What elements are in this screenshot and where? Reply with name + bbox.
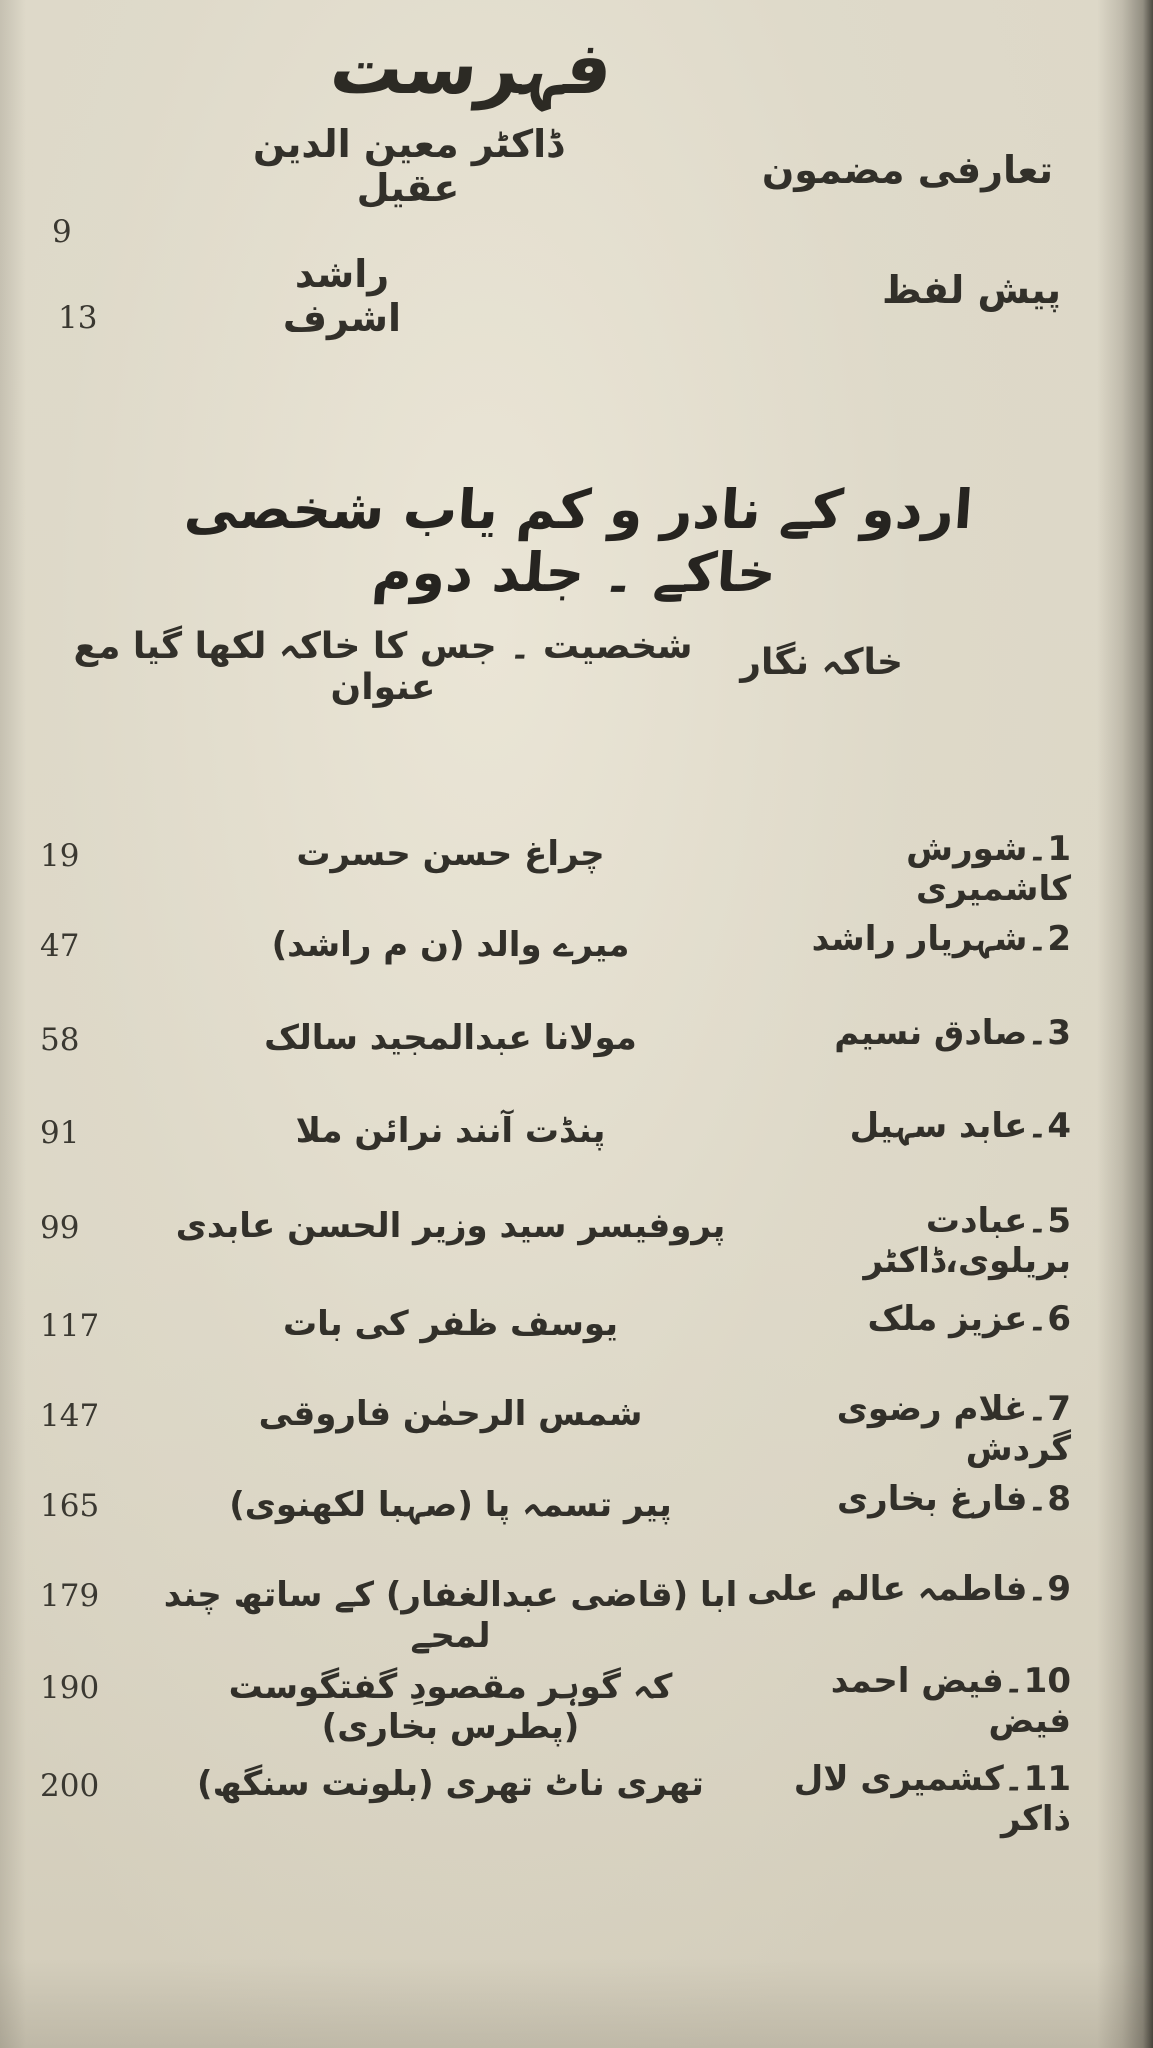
entry-author: 2۔شہریار راشد <box>811 919 1071 959</box>
column-header-writer: خاکہ نگار <box>740 642 903 683</box>
toc-entry <box>0 1660 1153 1747</box>
entry-author: 1۔شورش کاشمیری <box>906 829 1071 909</box>
toc-entry <box>0 828 1153 909</box>
toc-entry <box>0 1298 1153 1344</box>
front-matter-label: تعارفی مضمون <box>761 148 1053 192</box>
page-number: 99 <box>40 1210 80 1246</box>
toc-entry <box>0 918 1153 965</box>
toc-entry <box>0 1105 1153 1151</box>
toc-entry <box>0 1568 1153 1656</box>
entry-author: 7۔غلام رضوی گردش <box>836 1389 1071 1469</box>
front-matter-author: ڈاکٹر معین الدین عقیل <box>252 122 564 210</box>
entry-subject: چراغ حسن حسرت <box>296 834 605 874</box>
page-number: 179 <box>40 1578 100 1614</box>
entry-subject: میرے والد (ن م راشد) <box>271 925 630 965</box>
section-heading: اردو کے نادر و کم یاب شخصی خاکے ۔ جلد دوم <box>182 478 975 604</box>
entry-subject: مولانا عبدالمجید سالک <box>264 1018 637 1058</box>
entry-subject: شمس الرحمٰن فاروقی <box>258 1394 643 1434</box>
page-number: 190 <box>40 1670 100 1706</box>
page-number: 58 <box>40 1022 80 1058</box>
page-number: 117 <box>40 1308 100 1344</box>
entry-author: 9۔فاطمہ عالم علی <box>747 1569 1071 1609</box>
toc-entry <box>0 1758 1153 1839</box>
toc-entry <box>0 1388 1153 1469</box>
entry-subject: پروفیسر سید وزیر الحسن عابدی <box>175 1206 726 1246</box>
entry-author: 5۔عبادت بریلوی،ڈاکٹر <box>863 1201 1071 1281</box>
page-binding-shadow <box>1097 0 1153 2048</box>
front-matter-page-number: 13 <box>58 300 98 336</box>
entry-subject: یوسف ظفر کی بات <box>282 1304 619 1344</box>
page-number: 165 <box>40 1488 100 1524</box>
entry-author: 4۔عابد سہیل <box>849 1106 1071 1146</box>
entry-author: 10۔فیض احمد فیض <box>830 1661 1071 1741</box>
front-matter-author: راشد اشرف <box>282 252 402 340</box>
toc-entry <box>0 1012 1153 1058</box>
toc-entry <box>0 1478 1153 1525</box>
entry-subject: تھری ناٹ تھری (بلونت سنگھ) <box>197 1764 704 1804</box>
entry-author: 6۔عزیز ملک <box>867 1299 1071 1339</box>
page-number: 147 <box>40 1398 100 1434</box>
entry-author: 8۔فارغ بخاری <box>836 1479 1071 1519</box>
entry-subject: پیر تسمہ پا (صہبا لکھنوی) <box>229 1485 672 1525</box>
page-bottom-shadow <box>0 1958 1153 2048</box>
entry-subject: کہ گوہر مقصودِ گفتگوست (پطرس بخاری) <box>228 1667 673 1747</box>
entry-subject: ابا (قاضی عبدالغفار) کے ساتھ چند لمحے <box>163 1575 738 1656</box>
entry-subject: پنڈت آنند نرائن ملا <box>295 1111 606 1151</box>
entry-author: 11۔کشمیری لال ذاکر <box>793 1759 1071 1839</box>
page-left-shadow <box>0 0 26 2048</box>
toc-entry <box>0 1200 1153 1281</box>
column-header-subject: شخصیت ۔ جس کا خاکہ لکھا گیا مع عنوان <box>73 626 693 708</box>
page-number: 200 <box>40 1768 100 1804</box>
page-number: 47 <box>40 928 80 964</box>
page-number: 91 <box>40 1115 80 1151</box>
front-matter-page-number: 9 <box>52 214 72 250</box>
page-title: فہرست <box>326 26 617 110</box>
entry-author: 3۔صادق نسیم <box>834 1013 1071 1053</box>
page-number: 19 <box>40 838 80 874</box>
front-matter-label: پیش لفظ <box>881 268 1061 312</box>
